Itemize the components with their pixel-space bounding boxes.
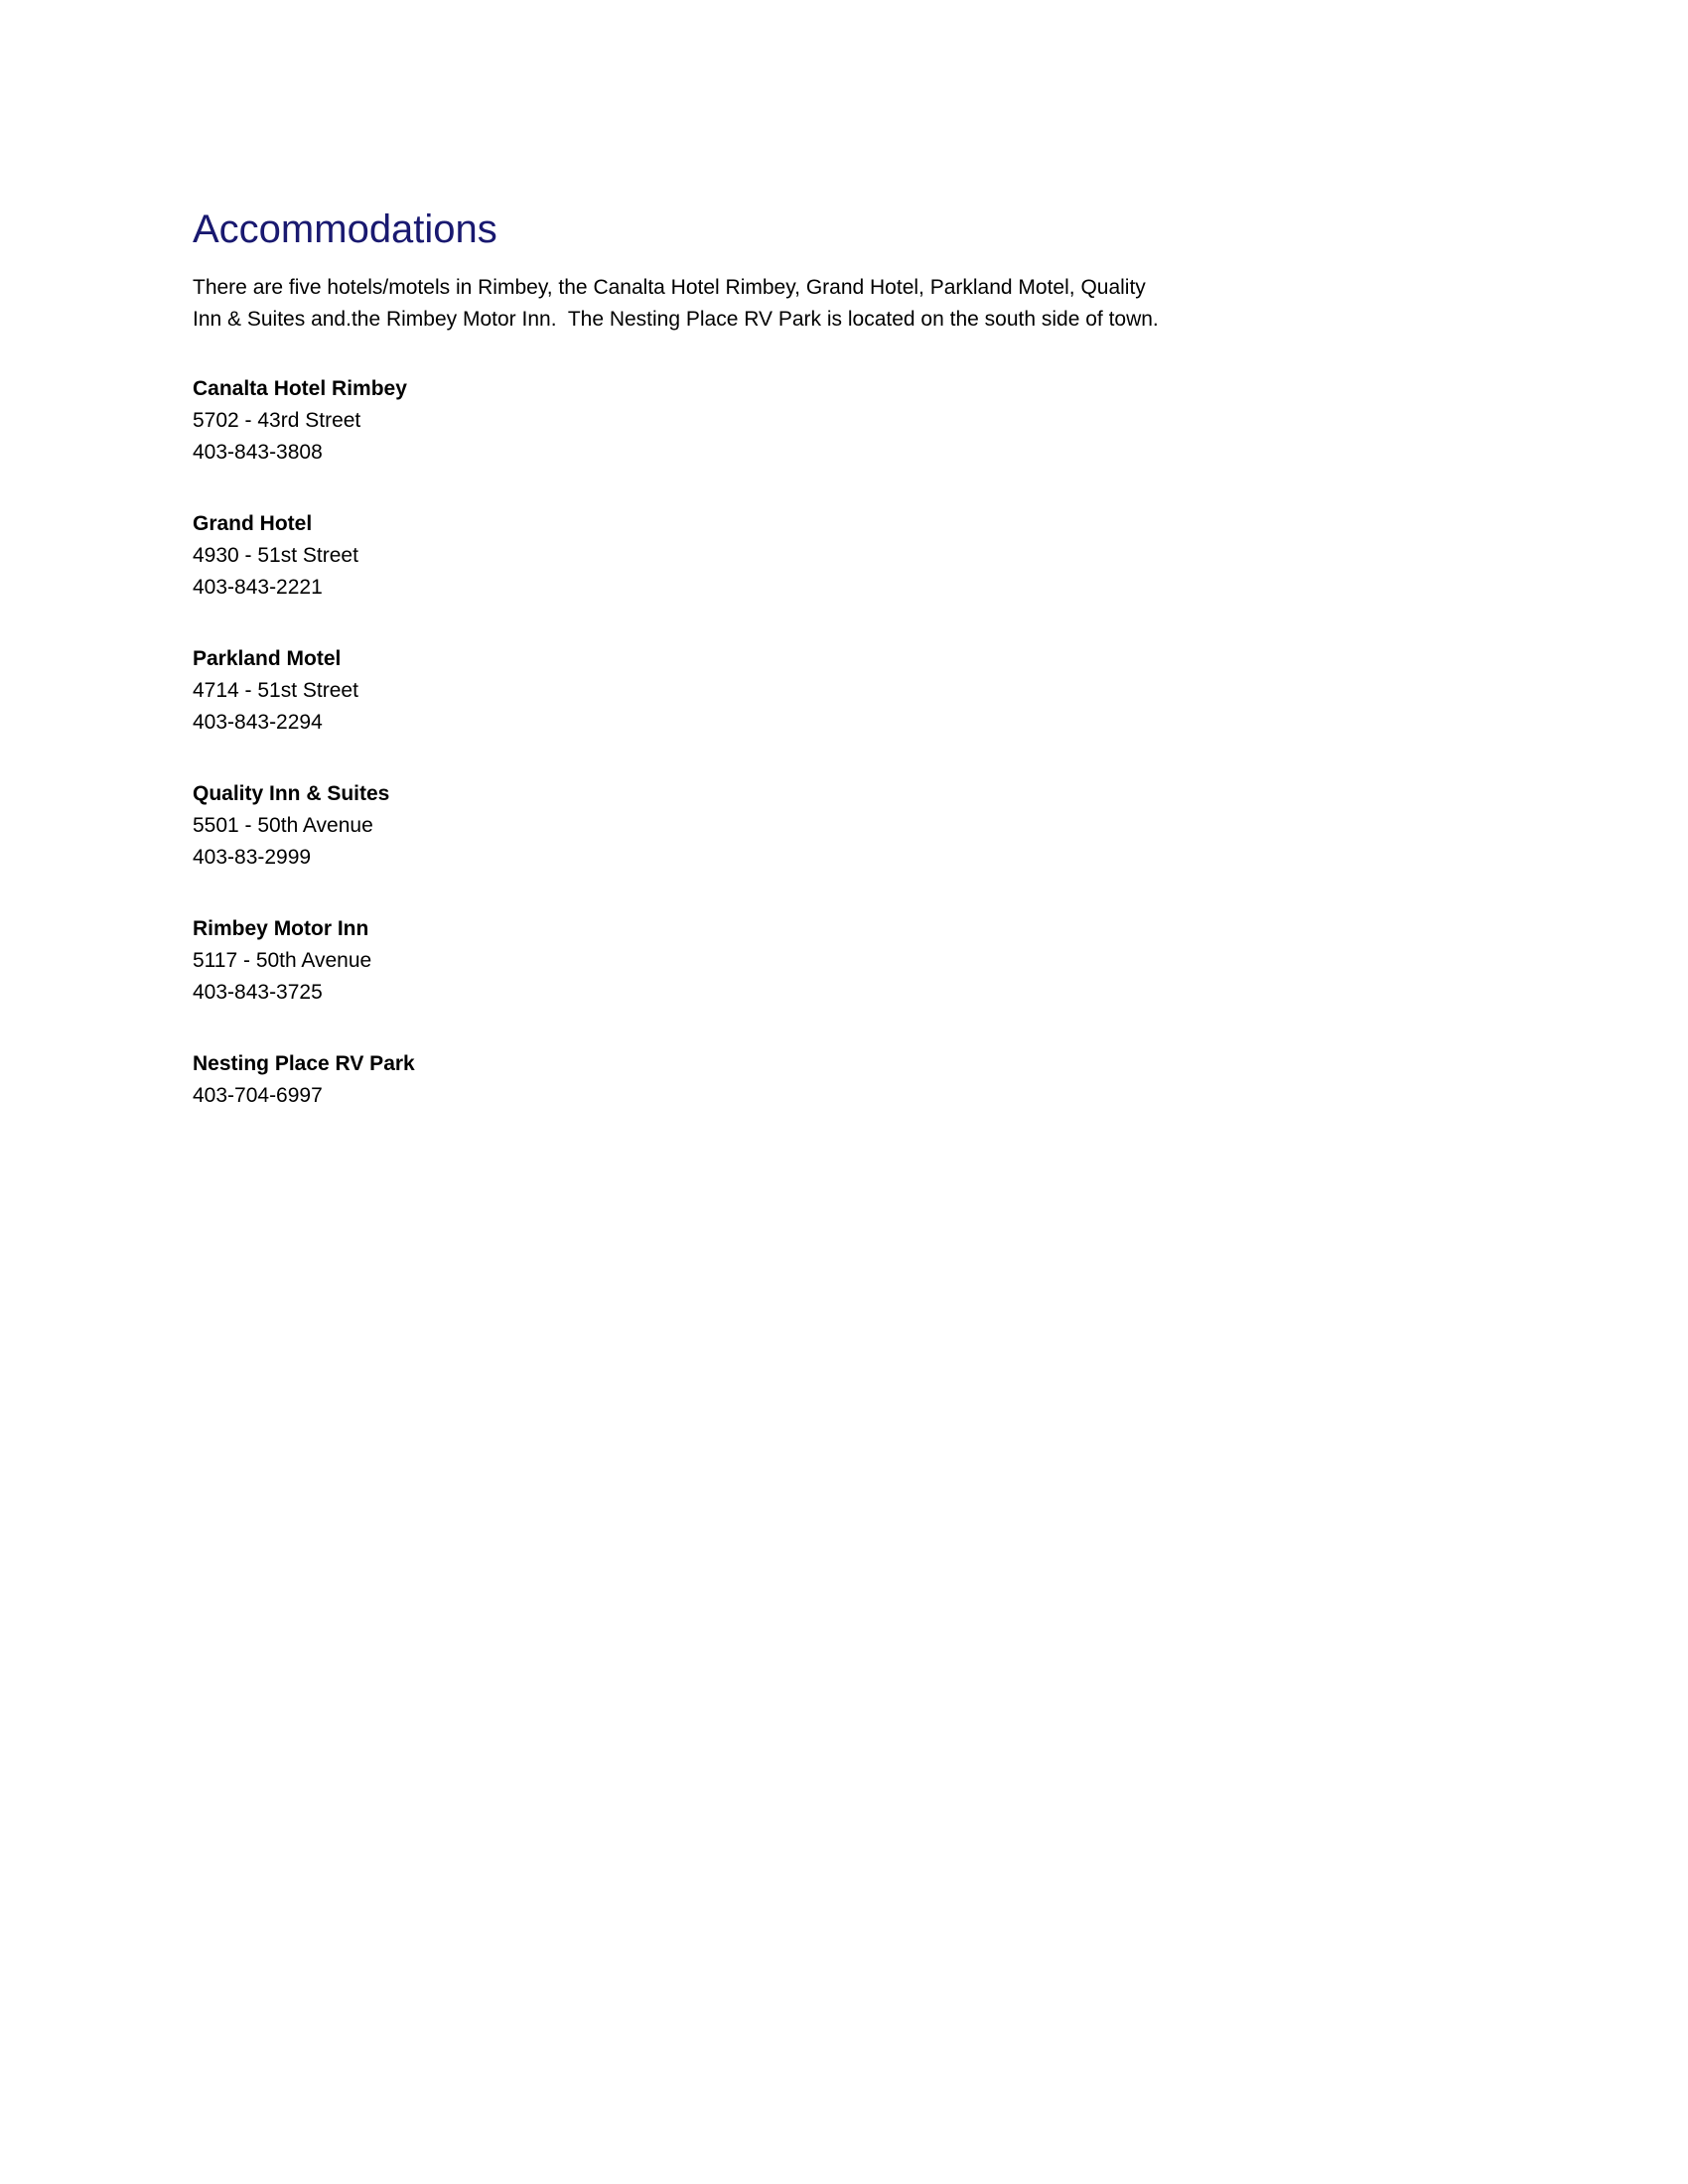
listing-canalta-hotel-rimbey bbox=[193, 373, 1513, 469]
intro-paragraph bbox=[193, 272, 1513, 336]
listing-parkland-motel bbox=[193, 643, 1513, 739]
listing-address: 5702 - 43rd Street bbox=[193, 409, 361, 432]
listing-address: 5117 - 50th Avenue bbox=[193, 949, 372, 972]
listing-phone: 403-843-2221 bbox=[193, 576, 323, 599]
listing-name: Quality Inn & Suites bbox=[193, 782, 390, 805]
listing-phone: 403-843-3808 bbox=[193, 441, 323, 464]
listing-phone: 403-83-2999 bbox=[193, 846, 312, 869]
listing-phone: 403-843-2294 bbox=[193, 711, 323, 734]
listing-address: 4714 - 51st Street bbox=[193, 679, 358, 702]
listing-address: 5501 - 50th Avenue bbox=[193, 814, 373, 837]
listing-name: Nesting Place RV Park bbox=[193, 1052, 415, 1075]
intro-line-2: Inn & Suites and.the Rimbey Motor Inn. The Nesting Place RV Park is located on the south side of town. bbox=[193, 308, 1159, 331]
listing-quality-inn-suites bbox=[193, 778, 1513, 874]
intro-line-1: There are five hotels/motels in Rimbey, the Canalta Hotel Rimbey, Grand Hotel, Parkland Motel, Quality bbox=[193, 276, 1146, 299]
document-page bbox=[193, 206, 1513, 1152]
listing-grand-hotel bbox=[193, 508, 1513, 604]
listing-name: Parkland Motel bbox=[193, 647, 342, 670]
listing-phone: 403-704-6997 bbox=[193, 1084, 323, 1107]
listing-name: Rimbey Motor Inn bbox=[193, 917, 369, 940]
listing-name: Canalta Hotel Rimbey bbox=[193, 377, 407, 400]
listing-name: Grand Hotel bbox=[193, 512, 313, 535]
listing-rimbey-motor-inn bbox=[193, 913, 1513, 1009]
listing-phone: 403-843-3725 bbox=[193, 981, 323, 1004]
listing-address: 4930 - 51st Street bbox=[193, 544, 358, 567]
listing-nesting-place-rv-park bbox=[193, 1048, 1513, 1112]
page-title: Accommodations bbox=[193, 207, 497, 251]
